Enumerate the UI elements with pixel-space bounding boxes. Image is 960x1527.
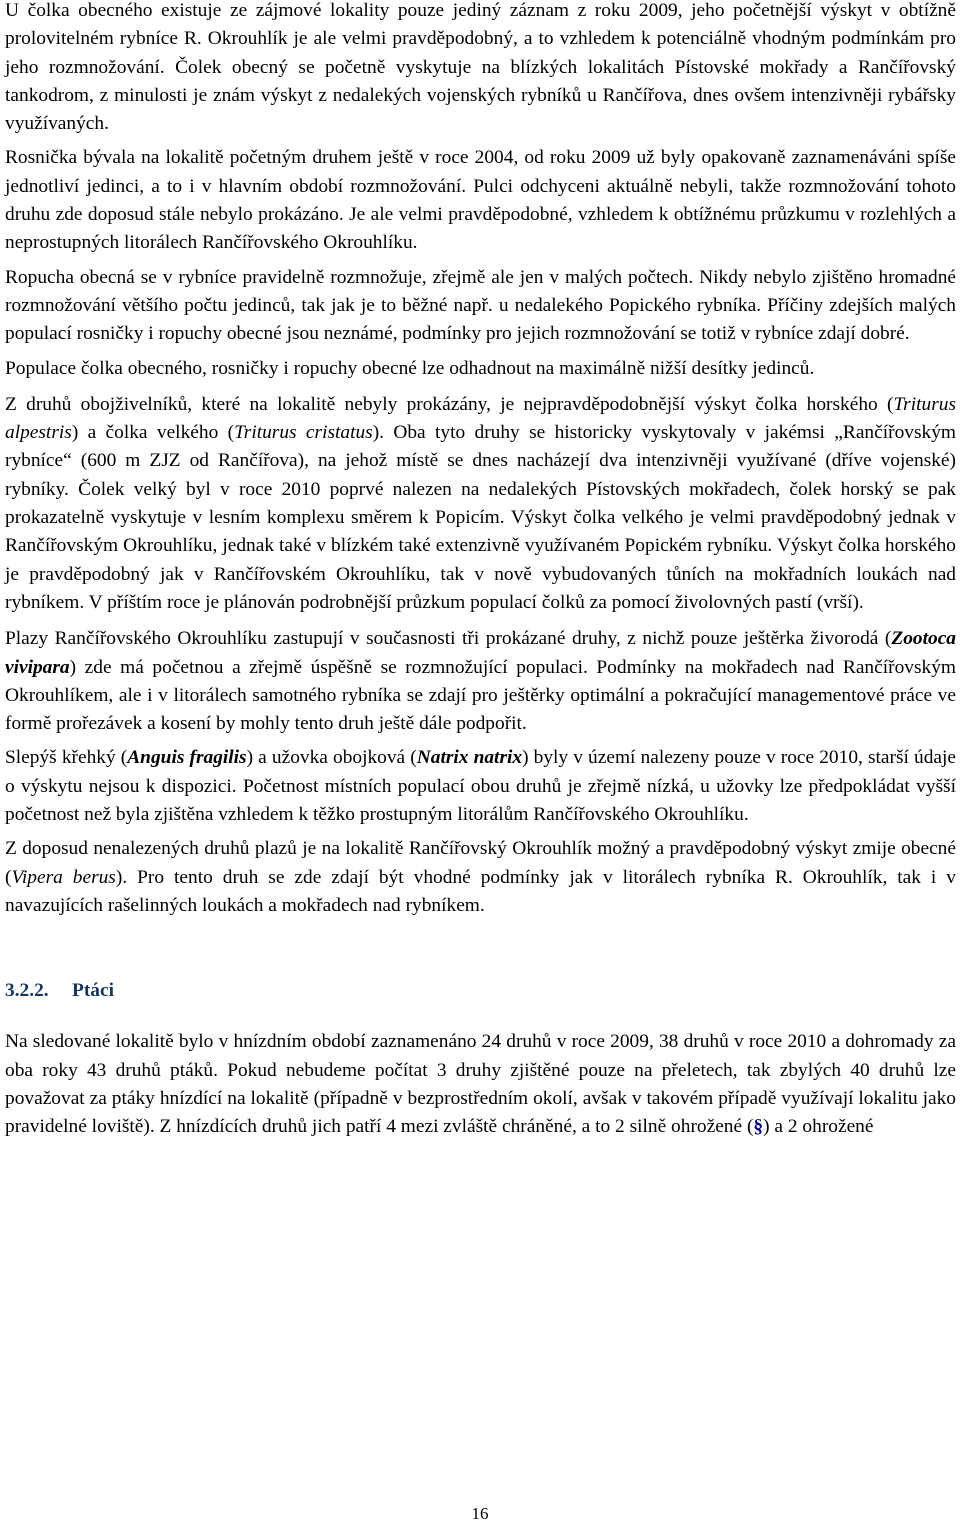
paragraph-newt-occurrence: U čolka obecného existuje ze zájmové lokality pouze jediný záznam z roku 2009, jeho početnější výskyt v obtížně prolovitelném rybníce R. Okrouhlík je ale velmi pravděpodobný, a to vzhledem k potenciálně vhodným podmínkám pro jeho rozmnožování. Čolek obecný se početně vyskytuje na blízkých lokalitách Pístovské mokřady a Rančířovský tankodrom, z minulosti je znám výskyt z nedalekých vojenských rybníků u Rančířova, dnes ovšem intenzivněji rybářsky využívaných.	[5, 0, 956, 135]
text-run: Z druhů obojživelníků, které na lokalitě nebyly prokázány, je nejpravděpodobnější výskyt čolka horského (	[5, 393, 894, 415]
paragraph-reptiles	[5, 625, 956, 738]
paragraph-slow-worm-grass-snake	[5, 744, 956, 829]
text-run: ) a 2 ohrožené	[763, 1116, 874, 1138]
paragraph-birds	[5, 1028, 956, 1141]
text-run: ). Pro tento druh se zde zdají být vhodné podmínky jak v litorálech rybníka R. Okrouhlík, tak i v navazujících rašelinných loukách a mokřadech nad rybníkem.	[5, 866, 956, 916]
protection-symbol: §	[753, 1116, 764, 1138]
text-run: Na sledované lokalitě bylo v hnízdním období zaznamenáno 24 druhů v roce 2009, 38 druhů v roce 2010 a dohromady za oba roky 43 druhů ptáků. Pokud nebudeme počítat 3 druhy zjištěné pouze na přeletech, tak zbylých 40 druhů lze považovat za ptáky hnízdící na lokalitě (případně v bezprostředním okolí, avšak v takovém případě využívají lokalitu jako pravidelné loviště). Z hnízdících druhů jich patří 4 mezi zvláště chráněné, a to 2 silně ohrožené (	[5, 1031, 956, 1138]
paragraph-population-estimate: Populace čolka obecného, rosničky i ropuchy obecné lze odhadnout na maximálně nižší desítky jedinců.	[5, 357, 815, 379]
paragraph-unconfirmed-amphibians	[5, 391, 956, 617]
section-number: 3.2.2.	[5, 980, 49, 1002]
text-run: ) zde má početnou a zřejmě úspěšně se rozmnožující populaci. Podmínky na mokřadech nad Rančířovským Okrouhlíkem, ale i v litorálech samotného rybníka se zdají pro ještěrky optimální a pokračující managementové práce ve formě prořezávek a kosení by mohly tento druh ještě dále podpořit.	[5, 656, 956, 735]
text-run: ) a čolka velkého (	[71, 422, 235, 444]
species-name-viviparous-lizard: Zootoca vivipara	[5, 628, 956, 678]
document-page	[5, 0, 956, 1141]
text-run: ) a užovka obojková (	[246, 747, 417, 769]
species-name-adder: Vipera berus	[11, 866, 116, 888]
page-number: 16	[471, 1504, 489, 1523]
section-heading	[5, 977, 956, 1005]
text-run: ). Oba tyto druhy se historicky vyskytovaly v jakémsi „Rančířovským rybníce“ (600 m ZJZ od Rančířova), na jehož místě se dnes nacházejí dva intenzivněji využívané (dříve vojenské) rybníky. Čolek velký byl v roce 2010 poprvé nalezen na nedalekých Pístovských mokřadech, čolek horský se pak prokazatelně vyskytuje v lesním komplexu směrem k Popicím. Výskyt čolka velkého je velmi pravděpodobný jednak v Rančířovským Okrouhlíku, jednak také v blízkém také extenzivně využívaném Popickém rybníku. Výskyt čolka horského je pravděpodobný jak v Rančířovském Okrouhlíku, tak v nově vybudovaných tůních na mokřadních loukách nad rybníkem. V příštím roce je plánován podrobnější průzkum populací čolků za pomocí živolovných pastí (vrší).	[5, 422, 956, 613]
text-run: ) byly v území nalezeny pouze v roce 2010, starší údaje o výskytu nejsou k dispozici. Početnost místních populací obou druhů je zřejmě nízká, u užovky lze předpokládat vyšší početnost než byla zjištěna vzhledem k těžko prostupným litorálům Rančířovského Okrouhlíku.	[5, 747, 957, 826]
text-run: Z doposud nenalezených druhů plazů je na lokalitě Rančířovský Okrouhlík možný a pravděpodobný výskyt zmije obecné (	[5, 838, 956, 888]
paragraph-adder	[5, 835, 956, 920]
text-run: Slepýš křehký (	[5, 747, 128, 769]
species-name-crested-newt: Triturus cristatus	[234, 422, 373, 444]
species-name-slow-worm: Anguis fragilis	[127, 747, 247, 769]
section-title: Ptáci	[72, 980, 114, 1002]
text-run: Plazy Rančířovského Okrouhlíku zastupují v současnosti tři prokázané druhy, z nichž pouze ještěrka živorodá (	[5, 628, 892, 650]
species-name-grass-snake: Natrix natrix	[416, 747, 523, 769]
paragraph-tree-frog: Rosnička bývala na lokalitě početným druhem ještě v roce 2004, od roku 2009 už byly opakovaně zaznamenáváni spíše jednotliví jedinci, a to i v hlavním období rozmnožování. Pulci odchyceni aktuálně nebyli, takže rozmnožování tohoto druhu zde doposud stále nebylo prokázáno. Je ale velmi pravděpodobné, vzhledem k obtížnému průzkumu v rozlehlých a neprostupných litorálech Rančířovského Okrouhlíku.	[5, 147, 956, 254]
species-name-alpine-newt: Triturus alpestris	[5, 393, 956, 444]
paragraph-common-toad: Ropucha obecná se v rybníce pravidelně rozmnožuje, zřejmě ale jen v malých počtech. Nikdy nebylo zjištěno hromadné rozmnožování většího počtu jedinců, tak jak je to běžné např. u nedalekého Popického rybníka. Příčiny zdejších malých populací rosničky i ropuchy obecné jsou neznámé, podmínky pro jejich rozmnožování se totiž v rybníce zdají dobré.	[5, 266, 956, 345]
